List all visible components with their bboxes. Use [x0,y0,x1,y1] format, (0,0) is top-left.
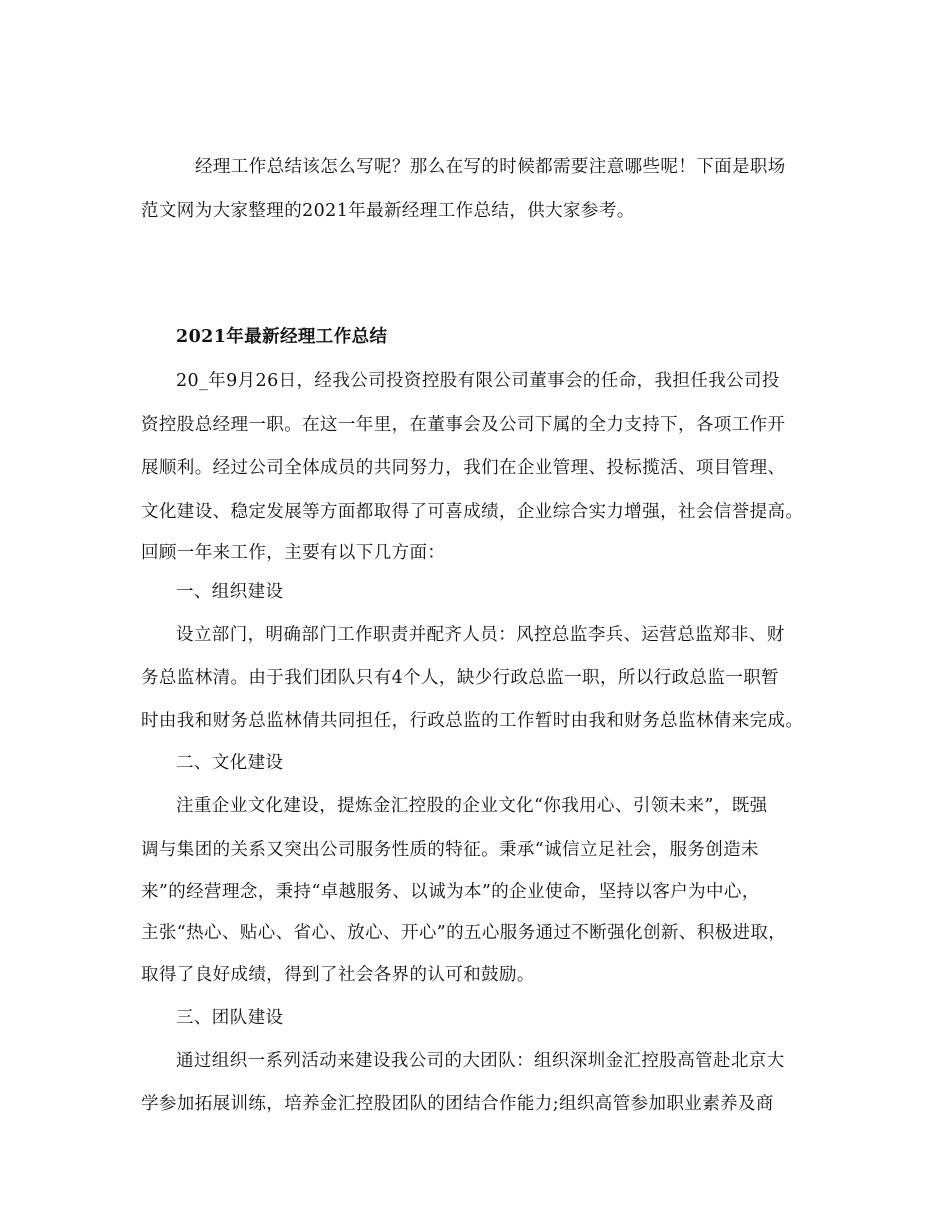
paragraph-line: 调与集团的关系又突出公司服务性质的特征。秉承“诚信立足社会，服务创造未 [141,840,759,860]
paragraph-line: 通过组织一系列活动来建设我公司的大团队：组织深圳金汇控股高管赴北京大 [176,1051,785,1071]
paragraph-line: 时由我和财务总监林倩共同担任，行政总监的工作暂时由我和财务总监林倩来完成。 [141,711,804,731]
paragraph-line: 主张“热心、贴心、省心、放心、开心”的五心服务通过不断强化创新、积极进取， [141,923,787,943]
section-heading: 二、文化建设 [176,753,284,773]
paragraph-line: 务总监林清。由于我们团队只有4个人，缺少行政总监一职，所以行政总监一职暂 [141,668,780,688]
paragraph-line: 文化建设、稳定发展等方面都取得了可喜成绩，企业综合实力增强，社会信誉提高。 [141,502,804,522]
intro-line: 范文网为大家整理的2021年最新经理工作总结，供大家参考。 [141,201,635,221]
section-heading: 一、组织建设 [176,582,284,602]
paragraph-line: 回顾一年来工作，主要有以下几方面： [141,543,446,563]
paragraph-line: 来”的经营理念，秉持“卓越服务、以诚为本”的企业使命，坚持以客户为中心， [141,882,760,902]
document-title: 2021年最新经理工作总结 [176,327,388,347]
intro-line: 经理工作总结该怎么写呢？那么在写的时候都需要注意哪些呢！下面是职场 [195,157,786,177]
paragraph-line: 取得了良好成绩，得到了社会各界的认可和鼓励。 [141,965,535,985]
paragraph-line: 设立部门，明确部门工作职责并配齐人员：风控总监李兵、运营总监郑非、财 [176,625,785,645]
section-heading: 三、团队建设 [176,1008,284,1028]
paragraph-line: 学参加拓展训练，培养金汇控股团队的团结合作能力;组织高管参加职业素养及商 [141,1094,774,1114]
paragraph-line: 展顺利。经过公司全体成员的共同努力，我们在企业管理、投标揽活、项目管理、 [141,458,786,478]
paragraph-line: 资控股总经理一职。在这一年里，在董事会及公司下属的全力支持下，各项工作开 [141,415,786,435]
paragraph-line: 注重企业文化建设，提炼金汇控股的企业文化“你我用心、引领未来”，既强 [176,796,768,816]
paragraph-line: 20_年9月26日，经我公司投资控股有限公司董事会的任命，我担任我公司投 [176,371,780,391]
